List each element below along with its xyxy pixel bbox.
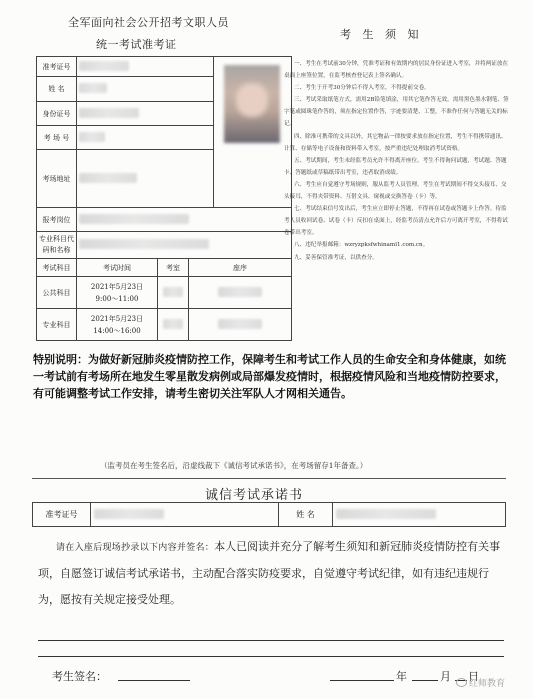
subject-value: [77, 232, 292, 259]
pledge-exam-no-value: [91, 503, 279, 527]
label-address: 考场地址: [37, 150, 77, 208]
label-room-no: 考 场 号: [37, 126, 77, 150]
position-value: [77, 208, 292, 232]
notice-item: 五、考试期间，考生未经监考员允许不得离开座位。考生不得询问试题，考试题、答题卡、答题纸或草稿纸带出考室，违者取消成绩。: [284, 157, 507, 176]
address-value: [77, 150, 214, 208]
year-line[interactable]: [330, 680, 394, 681]
schedule-time: 9:00～11:00: [95, 294, 139, 303]
month-label: 月: [440, 670, 451, 683]
notice-item: 七、考试结束信号发出后，考生应立即停止答题，不得再在试卷或答题卡上作答。待监考人员收回试卷、试卷（卡）反扣在桌面上，经监考员清点允许后方可离开考室，不得将试卷带出考室。: [284, 206, 508, 237]
pledge-title: 诚信考试承诺书: [205, 488, 304, 503]
day-label: 日: [468, 670, 479, 683]
name-value: [77, 77, 214, 102]
cut-line: [32, 478, 506, 479]
photo-cell: [214, 57, 292, 208]
ticket-header-line1: 全军面向社会公开招考文职人员: [68, 16, 229, 29]
handwrite-line: [38, 640, 504, 641]
schedule-row-subject: 公共科目: [37, 277, 77, 309]
schedule-seat-value: [189, 309, 292, 341]
schedule-time: 14:00～16:00: [93, 326, 141, 335]
schedule-row-time: [77, 309, 158, 341]
ticket-header-line2: 统一考试准考证: [96, 38, 177, 51]
notice-title: 考 生 须 知: [340, 28, 423, 41]
pledge-label-name: 姓 名: [279, 503, 333, 527]
notice-item: 三、考试采取纸笔方式，需用2B铅笔填涂，用其它笔作答无效。需用黑色墨水钢笔、签字笔或圆珠笔作答的，须在指定位置作答，字迹要清楚、工整，不准作任何与答题无关的标记。: [284, 97, 509, 128]
notice-list: [284, 58, 512, 264]
month-line[interactable]: [412, 680, 438, 681]
label-id-no: 身份证号: [37, 102, 77, 126]
special-note: 特别说明：为做好新冠肺炎疫情防控工作，保障考生和考试工作人员的生命安全和身体健康，如统一考试前有考场所在地发生零星散发病例或局部爆发疫情时，根据疫情风险和当地疫情防控要求，有可能调整考试工作安排，请考生密切关注军队人才网相关通告。: [33, 353, 506, 400]
schedule-date: 2021年5月23日: [90, 314, 144, 323]
pledge-label-exam-no: 准考证号: [33, 503, 91, 527]
notice-item: 六、考生应自觉遵守考场规则，服从监考人员管理。考生在考试期间不得交头接耳、交头接耳，不得夹带资料、互借文具、窥视或交换答卷（卡）等。: [284, 181, 507, 201]
label-exam-no: 准考证号: [37, 57, 77, 77]
notice-item: 九、妥善保管准考证，以供查分。: [294, 254, 378, 261]
label-subject: 专业科目代码和名称: [37, 232, 77, 259]
notice-item: 二、考生于开考30分钟后不得入考室，不得提前交卷。: [294, 85, 430, 92]
pledge-statement: 本人已阅读并充分了解考生须知和新冠肺炎疫情防控有关事项，自愿签订诚信考试承诺书，主动配合落实防疫要求，自觉遵守考试纪律，如有违纪违规行为，愿按有关规定接受处理。: [38, 540, 501, 606]
pledge-text: [38, 534, 508, 613]
handwrite-line: [38, 656, 504, 657]
schedule-row-subject: 专业科目: [37, 309, 77, 341]
schedule-header-room: 考室: [158, 259, 189, 277]
schedule-row-time: [77, 277, 158, 309]
signature-line[interactable]: [118, 680, 190, 681]
room-no-value: [77, 126, 214, 150]
label-position: 报考岗位: [37, 208, 77, 232]
notice-item: 四、除准可携带的文具以外，其它物品一律按要求放在指定位置，考生不得携带通讯、计算、存储等电子设备和资料带入考室，按严重违纪处理取消考试资格。: [284, 133, 507, 152]
notice-item: 一、考生在考试前30分钟，凭准考证和有效期内的居民身份证进入考室，并将两证放在桌面上座签位置，在监考核查登记表上签名确认。: [284, 61, 509, 80]
schedule-seat-value: [189, 277, 292, 309]
schedule-room-value: [158, 277, 189, 309]
schedule-header-time: 考试时间: [77, 259, 158, 277]
signature-label: 考生签名：: [52, 670, 107, 683]
year-label: 年: [396, 670, 407, 683]
candidate-photo: [224, 65, 280, 143]
id-no-value: [77, 102, 214, 126]
notice-item: 八、违纪举报邮箱：wzryzpksfwhinaml1.com.cn。: [294, 242, 429, 249]
pledge-prompt: 请在入座后现场抄录以下内容并签名：: [56, 543, 215, 553]
schedule-date: 2021年5月23日: [90, 282, 144, 291]
label-name: 姓 名: [37, 77, 77, 102]
watermark: 红师教育: [456, 676, 505, 689]
exam-no-value: [77, 57, 214, 77]
ticket-info-table: [36, 56, 292, 341]
keep-note: （监考员在考生签名后，沿虚线裁下《诚信考试承诺书》，在考场留存1年备查。）: [100, 461, 368, 470]
schedule-header-subject: 考试科目: [37, 259, 77, 277]
weibo-icon: [456, 678, 467, 687]
schedule-room-value: [158, 309, 189, 341]
pledge-name-value: [333, 503, 506, 527]
pledge-info-table: [32, 502, 506, 527]
schedule-header-seat: 座序: [189, 259, 292, 277]
